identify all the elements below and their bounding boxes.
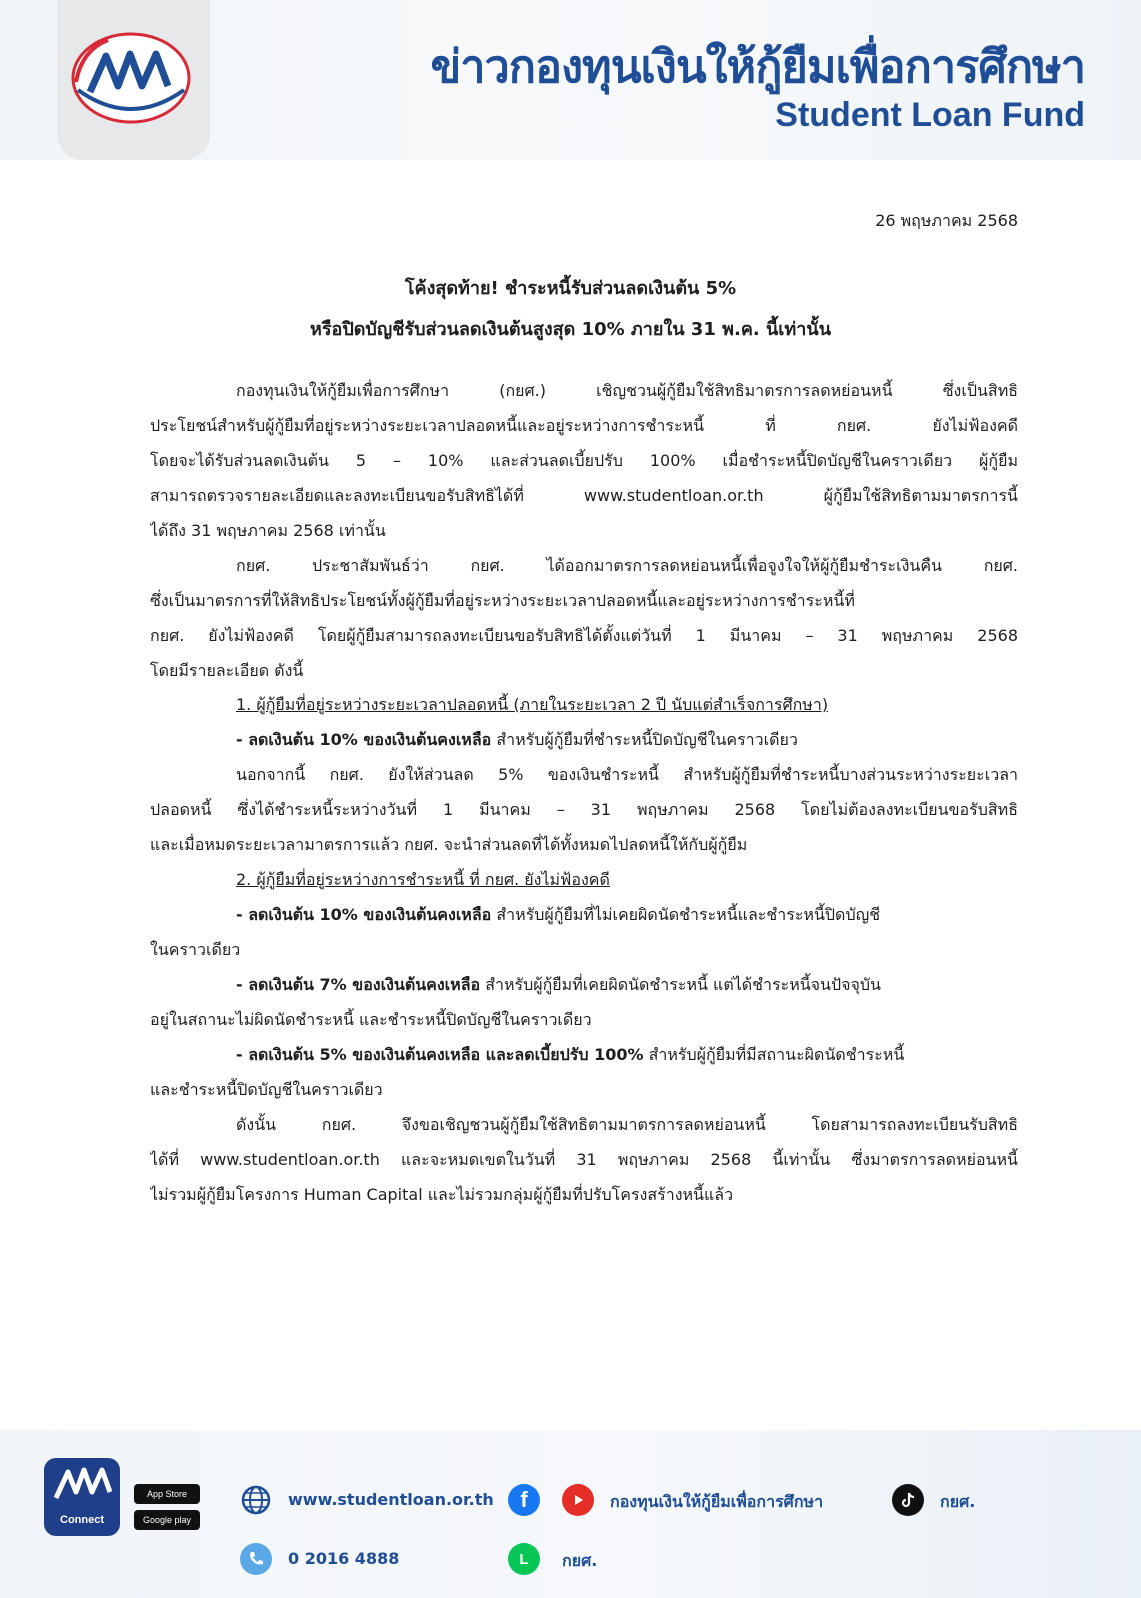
line-icon[interactable]: L [508, 1543, 540, 1575]
section-2-bullet-1 [236, 903, 1018, 928]
paragraph-2-line: กยศ. ประชาสัมพันธ์ว่า กยศ. ได้ออกมาตรการลดหย่อนหนี้เพื่อจูงใจให้ผู้กู้ยืมชำระเงินคืน กยศ. [236, 556, 1018, 575]
bullet-bold-text: - ลดเงินต้น 10% ของเงินต้นคงเหลือ [236, 905, 492, 924]
paragraph-2-line: กยศ. ยังไม่ฟ้องคดี โดยผู้กู้ยืมสามารถลงทะเบียนขอรับสิทธิได้ตั้งแต่วันที่ 1 มีนาคม – 31 พฤษภาคม 2568 [150, 626, 1018, 645]
tiktok-icon[interactable] [892, 1484, 924, 1516]
section-2-bullet-3-cont: และชำระหนี้ปิดบัญชีในคราวเดียว [150, 1080, 383, 1099]
closing-paragraph-line: ดังนั้น กยศ. จึงขอเชิญชวนผู้กู้ยืมใช้สิทธิตามมาตรการลดหย่อนหนี้ โดยสามารถลงทะเบียนรับสิทธิ [236, 1115, 1018, 1134]
paragraph-1-line: กองทุนเงินให้กู้ยืมเพื่อการศึกษา (กยศ.) เชิญชวนผู้กู้ยืมใช้สิทธิมาตรการลดหย่อนหนี้ ซึ่งเป็นสิทธิ [236, 381, 1018, 400]
phone-icon [240, 1543, 272, 1575]
bullet-text: สำหรับผู้กู้ยืมที่ไม่เคยผิดนัดชำระหนี้และชำระหนี้ปิดบัญชี [491, 905, 881, 924]
fund-logo-icon [44, 1458, 120, 1508]
paragraph-2-line: โดยมีรายละเอียด ดังนี้ [150, 661, 304, 680]
section-1-extra-line: ปลอดหนี้ ซึ่งได้ชำระหนี้ระหว่างวันที่ 1 มีนาคม – 31 พฤษภาคม 2568 โดยไม่ต้องลงทะเบียนขอรับสิทธิ [150, 800, 1018, 819]
connect-app-logo[interactable] [44, 1458, 120, 1536]
paragraph-1-line: ได้ถึง 31 พฤษภาคม 2568 เท่านั้น [150, 521, 386, 540]
paragraph-2-line: ซึ่งเป็นมาตรการที่ให้สิทธิประโยชน์ทั้งผู้กู้ยืมที่อยู่ระหว่างระยะเวลาปลอดหนี้และอยู่ระหว่างการชำระหนี้ที่ [150, 591, 855, 610]
section-1-extra-line: นอกจากนี้ กยศ. ยังให้ส่วนลด 5% ของเงินชำระหนี้ สำหรับผู้กู้ยืมที่ชำระหนี้บางส่วนระหว่างระยะเวลา [236, 765, 1018, 784]
paragraph-1-line: โดยจะได้รับส่วนลดเงินต้น 5 – 10% และส่วนลดเบี้ยปรับ 100% เมื่อชำระหนี้ปิดบัญชีในคราวเดียว ผู้กู้ยืม [150, 451, 1018, 470]
facebook-page-name[interactable]: กองทุนเงินให้กู้ยืมเพื่อการศึกษา [610, 1492, 824, 1511]
section-2-heading: 2. ผู้กู้ยืมที่อยู่ระหว่างการชำระหนี้ ที่ กยศ. ยังไม่ฟ้องคดี [236, 870, 610, 889]
section-2-bullet-3 [236, 1043, 1018, 1068]
paragraph-1-line: สามารถตรวจรายละเอียดและลงทะเบียนขอรับสิทธิได้ที่ www.studentloan.or.th ผู้กู้ยืมใช้สิทธิตามมาตรการนี้ [150, 486, 1018, 505]
bullet-bold-text: - ลดเงินต้น 10% ของเงินต้นคงเหลือ [236, 730, 492, 749]
press-date: 26 พฤษภาคม 2568 [875, 211, 1018, 230]
line-account-name[interactable]: กยศ. [562, 1551, 598, 1570]
bullet-text: สำหรับผู้กู้ยืมที่เคยผิดนัดชำระหนี้ แต่ได้ชำระหนี้จนปัจจุบัน [480, 975, 881, 994]
section-1-heading: 1. ผู้กู้ยืมที่อยู่ระหว่างระยะเวลาปลอดหนี้ (ภายในระยะเวลา 2 ปี นับแต่สำเร็จการศึกษา) [236, 695, 829, 714]
header-title-english: Student Loan Fund [775, 96, 1085, 134]
headline-line-2: หรือปิดบัญชีรับส่วนลดเงินต้นสูงสุด 10% ภายใน 31 พ.ค. นี้เท่านั้น [309, 319, 832, 340]
section-2-bullet-2-cont: อยู่ในสถานะไม่ผิดนัดชำระหนี้ และชำระหนี้ปิดบัญชีในคราวเดียว [150, 1010, 592, 1029]
globe-icon [240, 1484, 272, 1516]
section-2-bullet-1-cont: ในคราวเดียว [150, 940, 241, 959]
bullet-bold-text: - ลดเงินต้น 7% ของเงินต้นคงเหลือ [236, 975, 481, 994]
closing-paragraph-line: ได้ที่ www.studentloan.or.th และจะหมดเขตในวันที่ 31 พฤษภาคม 2568 นี้เท่านั้น ซึ่งมาตรการลดหย่อนหนี้ [150, 1150, 1018, 1169]
website-link[interactable]: www.studentloan.or.th [288, 1490, 494, 1509]
bullet-text: สำหรับผู้กู้ยืมที่ชำระหนี้ปิดบัญชีในคราวเดียว [491, 730, 798, 749]
headline-line-1: โค้งสุดท้าย! ชำระหนี้รับส่วนลดเงินต้น 5% [404, 278, 737, 299]
connect-app-name: Connect [60, 1514, 104, 1526]
youtube-icon[interactable] [562, 1484, 594, 1516]
page-header [0, 0, 1141, 160]
app-store-badge[interactable]: App Store [134, 1484, 200, 1504]
bullet-text: สำหรับผู้กู้ยืมที่มีสถานะผิดนัดชำระหนี้ [643, 1045, 905, 1064]
section-1-bullet-1 [236, 728, 1018, 753]
section-1-extra-line: และเมื่อหมดระยะเวลามาตรการแล้ว กยศ. จะนำส่วนลดที่ได้ทั้งหมดไปลดหนี้ให้กับผู้กู้ยืม [150, 835, 748, 854]
tiktok-account-name[interactable]: กยศ. [940, 1492, 976, 1511]
section-2-bullet-2 [236, 973, 1018, 998]
facebook-icon[interactable]: f [508, 1484, 540, 1516]
bullet-bold-text: - ลดเงินต้น 5% ของเงินต้นคงเหลือ และลดเบี้ยปรับ 100% [236, 1045, 644, 1064]
fund-logo-icon [68, 30, 194, 130]
closing-paragraph-line: ไม่รวมผู้กู้ยืมโครงการ Human Capital และไม่รวมกลุ่มผู้กู้ยืมที่ปรับโครงสร้างหนี้แล้ว [150, 1185, 734, 1204]
phone-number[interactable]: 0 2016 4888 [288, 1549, 400, 1568]
header-title-thai: ข่าวกองทุนเงินให้กู้ยืมเพื่อการศึกษา [430, 40, 1085, 93]
google-play-badge[interactable]: Google play [134, 1510, 200, 1530]
paragraph-1-line: ประโยชน์สำหรับผู้กู้ยืมที่อยู่ระหว่างระยะเวลาปลอดหนี้และอยู่ระหว่างการชำระหนี้ ที่ กยศ. ยังไม่ฟ้องคดี [150, 416, 1018, 435]
